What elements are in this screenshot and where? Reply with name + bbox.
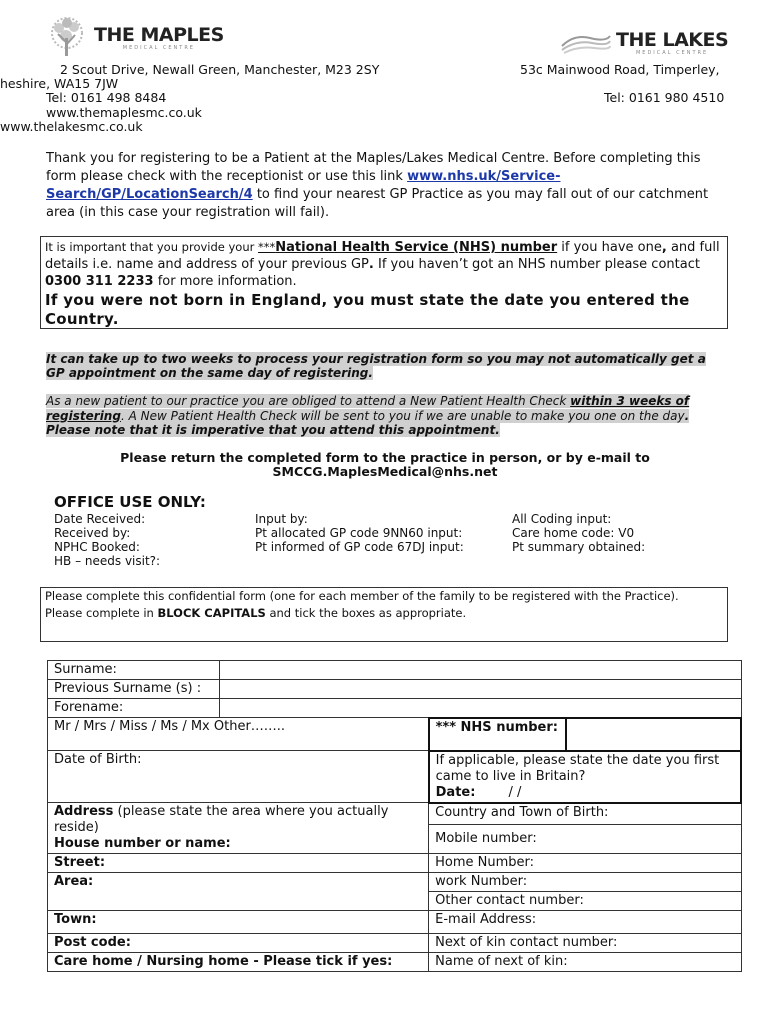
nhs-text-3: and full details i.e. name and address of your previous GP bbox=[45, 240, 720, 272]
health-check-text-d: . Please note that it is imperative that you attend this appointment. bbox=[46, 408, 690, 437]
area-field[interactable]: Area: bbox=[48, 873, 429, 911]
processing-notice-text: It can take up to two weeks to process your registration form so you may not automatically get a GP appointment on the same day of registering. bbox=[46, 352, 706, 380]
lakes-logo-subtitle: MEDICAL CENTRE bbox=[635, 50, 709, 56]
office-date-received: Date Received: bbox=[54, 512, 146, 526]
nhs-text-1: It is important that you provide your bbox=[45, 240, 259, 254]
maples-address: 2 Scout Drive, Newall Green, Manchester, M23 2SY bbox=[60, 62, 380, 77]
other-number-field[interactable]: Other contact number: bbox=[429, 892, 741, 911]
processing-notice bbox=[46, 352, 724, 380]
street-field[interactable]: Street: bbox=[48, 854, 429, 873]
table-row bbox=[48, 873, 742, 892]
kin-name-field[interactable]: Name of next of kin: bbox=[429, 953, 741, 972]
table-row bbox=[48, 934, 742, 953]
maples-logo-subtitle: MEDICAL CENTRE bbox=[122, 45, 195, 51]
kin-number-field[interactable]: Next of kin contact number: bbox=[429, 934, 741, 953]
intro-text-2: to find your nearest GP Practice as you may fall out of our catchment area (in this case your registration will fail). bbox=[46, 187, 709, 220]
confidential-line-1: Please complete this confidential form (one for each member of the family to be registered with the Practice). bbox=[45, 589, 679, 603]
health-check-text-a: As a new patient to our practice you are obliged to attend a New Patient Health Check bbox=[46, 394, 571, 408]
maples-logo bbox=[44, 16, 224, 60]
office-use-title: OFFICE USE ONLY: bbox=[54, 493, 206, 511]
britain-entry-question: If applicable, please state the date you first came to live in Britain? bbox=[435, 752, 720, 784]
waves-icon bbox=[560, 32, 612, 54]
office-coding-input: All Coding input: bbox=[512, 512, 612, 526]
work-number-field[interactable]: work Number: bbox=[429, 873, 741, 892]
registration-form bbox=[47, 660, 742, 972]
england-notice: If you were not born in England, you must state the date you entered the Country. bbox=[45, 291, 690, 328]
contact-phone: 0300 311 2233 bbox=[45, 274, 154, 289]
office-nphc-booked: NPHC Booked: bbox=[54, 540, 140, 554]
table-row bbox=[48, 803, 742, 825]
nhs-text-5: for more information. bbox=[153, 274, 297, 289]
intro-text-1: Thank you for registering to be a Patient at the Maples/Lakes Medical Centre. Before completing this form please check with the receptionist or use this link bbox=[46, 151, 701, 184]
nhs-number-field[interactable] bbox=[566, 718, 741, 751]
lakes-logo-title: THE LAKES bbox=[616, 29, 729, 51]
nhs-dot: . bbox=[368, 257, 374, 272]
care-home-checkbox[interactable]: Care home / Nursing home - Please tick if yes: bbox=[48, 953, 429, 972]
home-number-field[interactable]: Home Number: bbox=[429, 854, 741, 873]
nhs-text-2: if you have one bbox=[557, 240, 662, 255]
nhs-text-4: If you haven’t got an NHS number please contact bbox=[373, 257, 700, 272]
table-row bbox=[48, 699, 742, 718]
forename-label: Forename: bbox=[48, 699, 220, 718]
office-col-2 bbox=[255, 512, 464, 554]
return-line-1: Please return the completed form to the practice in person, or by e-mail to bbox=[120, 450, 650, 465]
surname-label: Surname: bbox=[48, 661, 220, 680]
block-capitals: BLOCK CAPITALS bbox=[157, 606, 266, 620]
table-row bbox=[48, 718, 742, 751]
lakes-address: 53c Mainwood Road, Timperley, bbox=[520, 62, 720, 77]
house-label: House number or name: bbox=[54, 836, 231, 851]
nhs-notice-box bbox=[40, 236, 728, 329]
office-care-home-code: Care home code: V0 bbox=[512, 526, 635, 540]
office-pt-summary: Pt summary obtained: bbox=[512, 540, 646, 554]
address-label: Address bbox=[54, 804, 114, 819]
date-label: Date: bbox=[435, 784, 476, 800]
table-row bbox=[48, 953, 742, 972]
health-check-text-c: . A New Patient Health Check will be sent to you if we are unable to make you one on the day bbox=[120, 408, 685, 423]
maples-web: www.themaplesmc.co.uk bbox=[46, 105, 202, 120]
confidential-text-a: Please complete in bbox=[45, 606, 158, 620]
return-email: SMCCG.MaplesMedical@nhs.net bbox=[272, 464, 498, 479]
town-field[interactable]: Town: bbox=[48, 911, 429, 934]
forename-field[interactable] bbox=[219, 699, 741, 718]
table-row bbox=[48, 661, 742, 680]
office-col-1 bbox=[54, 512, 160, 568]
nhs-number-label-cell: *** NHS number: bbox=[429, 718, 567, 751]
previous-surname-label: Previous Surname (s) : bbox=[48, 680, 220, 699]
table-row bbox=[48, 680, 742, 699]
title-field[interactable]: Mr / Mrs / Miss / Ms / Mx Other…….. bbox=[48, 718, 429, 751]
lakes-web: www.thelakesmc.co.uk bbox=[0, 119, 143, 134]
confidential-box bbox=[40, 587, 728, 642]
office-input-by: Input by: bbox=[255, 512, 308, 526]
tree-icon bbox=[44, 16, 90, 60]
table-row bbox=[48, 751, 742, 803]
table-row bbox=[48, 854, 742, 873]
previous-surname-field[interactable] bbox=[219, 680, 741, 699]
maples-tel: Tel: 0161 498 8484 bbox=[46, 90, 167, 105]
health-check-text-b: within 3 weeks of registering bbox=[46, 394, 690, 423]
office-received-by: Received by: bbox=[54, 526, 131, 540]
table-row bbox=[48, 911, 742, 934]
maples-logo-title: THE MAPLES bbox=[94, 24, 224, 46]
email-field[interactable]: E-mail Address: bbox=[429, 911, 741, 934]
address-cell[interactable] bbox=[48, 803, 429, 854]
confidential-text-c: and tick the boxes as appropriate. bbox=[265, 606, 467, 620]
office-hb-visit: HB – needs visit?: bbox=[54, 554, 161, 568]
intro-paragraph bbox=[46, 150, 730, 222]
britain-entry-cell[interactable] bbox=[429, 751, 741, 803]
return-instructions bbox=[40, 451, 730, 479]
lakes-tel: Tel: 0161 980 4510 bbox=[604, 90, 725, 105]
nhs-search-link[interactable]: www.nhs.uk/Service-Search/GP/LocationSearch/4 bbox=[46, 169, 561, 202]
office-gp-code-9nn60: Pt allocated GP code 9NN60 input: bbox=[255, 526, 463, 540]
office-col-3 bbox=[512, 512, 645, 554]
nhs-stars: *** bbox=[258, 240, 276, 254]
address-note: (please state the area where you actually reside) bbox=[54, 804, 389, 835]
date-separators: / / bbox=[508, 784, 522, 800]
dob-field[interactable]: Date of Birth: bbox=[48, 751, 429, 803]
health-check-notice bbox=[46, 394, 724, 438]
postcode-field[interactable]: Post code: bbox=[48, 934, 429, 953]
address-continuation: heshire, WA15 7JW bbox=[0, 76, 119, 91]
country-town-field[interactable]: Country and Town of Birth: bbox=[429, 803, 741, 825]
nhs-comma: , bbox=[661, 240, 667, 255]
confidential-line-2 bbox=[45, 606, 723, 620]
office-gp-code-67dj: Pt informed of GP code 67DJ input: bbox=[255, 540, 464, 554]
mobile-field[interactable]: Mobile number: bbox=[429, 825, 741, 854]
surname-field[interactable] bbox=[219, 661, 741, 680]
lakes-logo bbox=[560, 30, 728, 56]
nhs-number-label: National Health Service (NHS) number bbox=[275, 240, 558, 255]
